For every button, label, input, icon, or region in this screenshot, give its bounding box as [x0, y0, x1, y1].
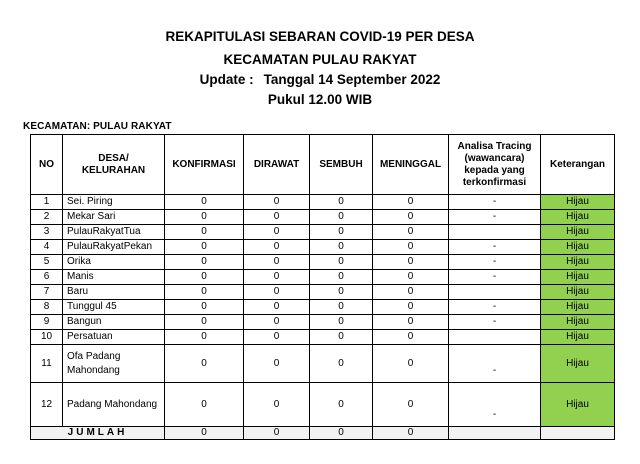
cell-keterangan: Hijau: [541, 300, 615, 315]
cell-sembuh: 0: [310, 300, 373, 315]
cell-sembuh: 0: [310, 383, 373, 427]
table-row: [31, 330, 615, 345]
total-meninggal: 0: [373, 427, 449, 440]
cell-analisa: -: [449, 383, 541, 427]
cell-no: 11: [31, 345, 63, 383]
cell-meninggal: 0: [373, 300, 449, 315]
cell-desa: Baru: [63, 285, 165, 300]
cell-desa: Tunggul 45: [63, 300, 165, 315]
cell-analisa: -: [449, 255, 541, 270]
cell-analisa: -: [449, 345, 541, 383]
cell-konfirmasi: 0: [165, 383, 244, 427]
cell-no: 2: [31, 210, 63, 225]
table-row: [31, 345, 615, 383]
cell-konfirmasi: 0: [165, 285, 244, 300]
cell-dirawat: 0: [244, 330, 310, 345]
cell-no: 3: [31, 225, 63, 240]
kecamatan-label: KECAMATAN: PULAU RAKYAT: [23, 121, 172, 132]
cell-keterangan: Hijau: [541, 270, 615, 285]
cell-desa: PulauRakyatTua: [63, 225, 165, 240]
cell-keterangan: Hijau: [541, 240, 615, 255]
cell-no: 4: [31, 240, 63, 255]
col-header-analisa: Analisa Tracing (wawancara) kepada yang terkonfirmasi: [449, 135, 541, 195]
cell-analisa: [449, 225, 541, 240]
update-date: Tanggal 14 September 2022: [263, 72, 441, 87]
cell-sembuh: 0: [310, 330, 373, 345]
cell-keterangan: Hijau: [541, 345, 615, 383]
total-dirawat: 0: [244, 427, 310, 440]
cell-konfirmasi: 0: [165, 195, 244, 210]
cell-no: 7: [31, 285, 63, 300]
cell-konfirmasi: 0: [165, 240, 244, 255]
cell-dirawat: 0: [244, 210, 310, 225]
cell-analisa: -: [449, 240, 541, 255]
cell-konfirmasi: 0: [165, 345, 244, 383]
table-row: [31, 195, 615, 210]
col-header-keterangan: Keterangan: [541, 135, 615, 195]
cell-no: 5: [31, 255, 63, 270]
col-header-meninggal: MENINGGAL: [373, 135, 449, 195]
cell-sembuh: 0: [310, 225, 373, 240]
report-subtitle: KECAMATAN PULAU RAKYAT: [223, 52, 417, 67]
cell-dirawat: 0: [244, 270, 310, 285]
cell-analisa: [449, 285, 541, 300]
update-time: Pukul 12.00 WIB: [267, 92, 373, 107]
table-row: [31, 300, 615, 315]
table-row: [31, 210, 615, 225]
cell-dirawat: 0: [244, 240, 310, 255]
cell-sembuh: 0: [310, 285, 373, 300]
cell-dirawat: 0: [244, 285, 310, 300]
cell-no: 1: [31, 195, 63, 210]
cell-sembuh: 0: [310, 240, 373, 255]
cell-keterangan: Hijau: [541, 330, 615, 345]
cell-meninggal: 0: [373, 345, 449, 383]
cell-desa: Mekar Sari: [63, 210, 165, 225]
cell-dirawat: 0: [244, 255, 310, 270]
cell-meninggal: 0: [373, 285, 449, 300]
cell-keterangan: Hijau: [541, 210, 615, 225]
report-title: REKAPITULASI SEBARAN COVID-19 PER DESA: [165, 29, 475, 44]
cell-keterangan: Hijau: [541, 195, 615, 210]
cell-meninggal: 0: [373, 255, 449, 270]
cell-desa: Manis: [63, 270, 165, 285]
table-row: [31, 255, 615, 270]
cell-no: 9: [31, 315, 63, 330]
cell-meninggal: 0: [373, 240, 449, 255]
total-sembuh: 0: [310, 427, 373, 440]
cell-analisa: -: [449, 195, 541, 210]
cell-konfirmasi: 0: [165, 225, 244, 240]
cell-desa: Sei. Piring: [63, 195, 165, 210]
cell-sembuh: 0: [310, 255, 373, 270]
cell-desa: Persatuan: [63, 330, 165, 345]
cell-konfirmasi: 0: [165, 315, 244, 330]
cell-meninggal: 0: [373, 330, 449, 345]
cell-dirawat: 0: [244, 383, 310, 427]
cell-meninggal: 0: [373, 383, 449, 427]
cell-desa: Orika: [63, 255, 165, 270]
table-row: [31, 285, 615, 300]
total-analisa: [449, 427, 541, 440]
cell-sembuh: 0: [310, 210, 373, 225]
table-row: [31, 240, 615, 255]
cell-desa: PulauRakyatPekan: [63, 240, 165, 255]
table-row: [31, 315, 615, 330]
cell-no: 10: [31, 330, 63, 345]
total-konfirmasi: 0: [165, 427, 244, 440]
cell-sembuh: 0: [310, 345, 373, 383]
cell-dirawat: 0: [244, 225, 310, 240]
update-label: Update :: [199, 72, 254, 87]
col-header-sembuh: SEMBUH: [310, 135, 373, 195]
cell-meninggal: 0: [373, 225, 449, 240]
cell-meninggal: 0: [373, 270, 449, 285]
total-row: [31, 427, 615, 440]
cell-dirawat: 0: [244, 315, 310, 330]
total-label: JUMLAH: [31, 427, 165, 440]
cell-analisa: -: [449, 300, 541, 315]
cell-keterangan: Hijau: [541, 383, 615, 427]
cell-desa: Bangun: [63, 315, 165, 330]
cell-sembuh: 0: [310, 270, 373, 285]
cell-no: 6: [31, 270, 63, 285]
cell-no: 12: [31, 383, 63, 427]
cell-meninggal: 0: [373, 315, 449, 330]
cell-keterangan: Hijau: [541, 285, 615, 300]
col-header-desa: DESA/ KELURAHAN: [63, 135, 165, 195]
col-header-dirawat: DIRAWAT: [244, 135, 310, 195]
cell-desa: Ofa Padang Mahondang: [63, 345, 165, 383]
covid-table: [30, 134, 615, 440]
cell-meninggal: 0: [373, 195, 449, 210]
cell-keterangan: Hijau: [541, 225, 615, 240]
cell-sembuh: 0: [310, 195, 373, 210]
cell-analisa: -: [449, 315, 541, 330]
table-header-row: [31, 135, 615, 195]
cell-konfirmasi: 0: [165, 270, 244, 285]
table-row: [31, 225, 615, 240]
cell-keterangan: Hijau: [541, 315, 615, 330]
cell-konfirmasi: 0: [165, 210, 244, 225]
cell-analisa: -: [449, 210, 541, 225]
table-row: [31, 270, 615, 285]
cell-no: 8: [31, 300, 63, 315]
cell-dirawat: 0: [244, 300, 310, 315]
col-header-no: NO: [31, 135, 63, 195]
cell-sembuh: 0: [310, 315, 373, 330]
table-row: [31, 383, 615, 427]
total-keterangan: [541, 427, 615, 440]
cell-desa: Padang Mahondang: [63, 383, 165, 427]
cell-analisa: -: [449, 270, 541, 285]
cell-meninggal: 0: [373, 210, 449, 225]
cell-analisa: [449, 330, 541, 345]
cell-dirawat: 0: [244, 345, 310, 383]
cell-konfirmasi: 0: [165, 300, 244, 315]
cell-dirawat: 0: [244, 195, 310, 210]
cell-konfirmasi: 0: [165, 255, 244, 270]
cell-konfirmasi: 0: [165, 330, 244, 345]
cell-keterangan: Hijau: [541, 255, 615, 270]
col-header-konfirmasi: KONFIRMASI: [165, 135, 244, 195]
update-line: [0, 70, 640, 90]
